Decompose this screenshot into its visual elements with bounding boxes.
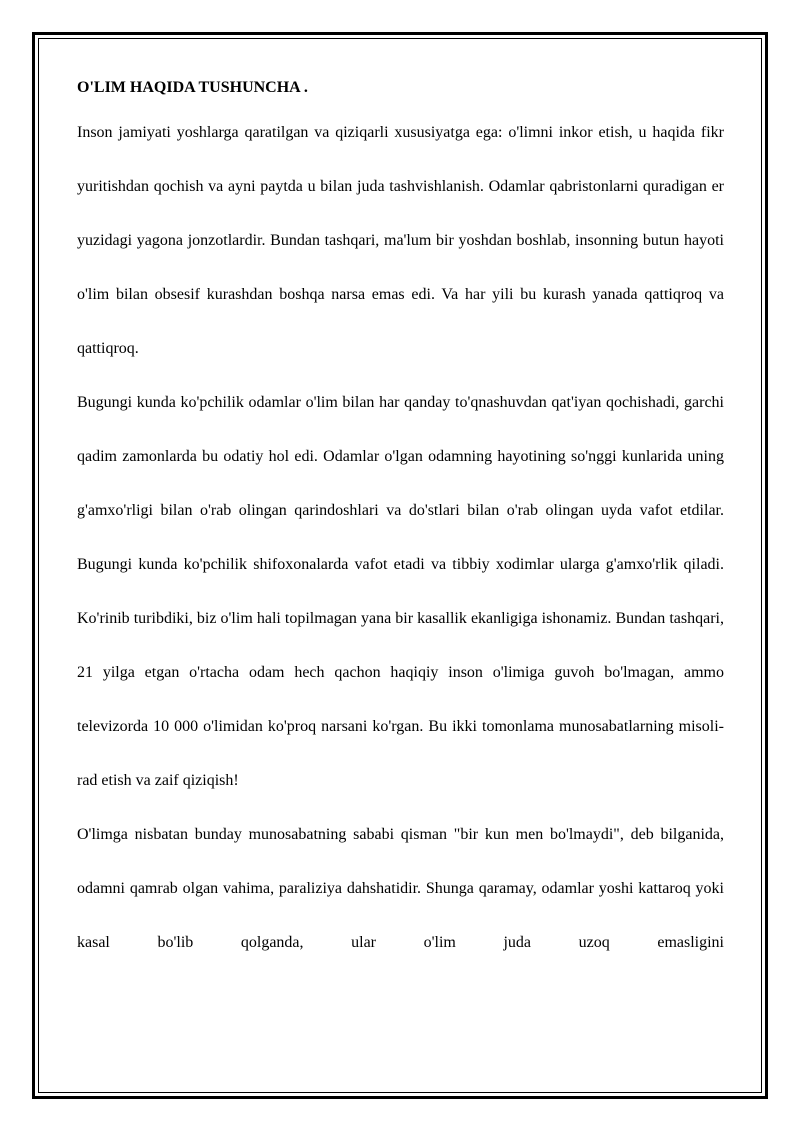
paragraph-3: O'limga nisbatan bunday munosabatning sababi qisman "bir kun men bo'lmaydi", deb bilganida, odamni qamrab olgan vahima, paraliziya dahshatidir. Shunga qaramay, odamlar yoshi kattaroq yoki kasal bo'lib qolganda, ular o'lim juda uzoq emasligini — [77, 826, 724, 951]
document-title: O'LIM HAQIDA TUSHUNCHA . — [77, 79, 308, 96]
document-body — [77, 70, 724, 970]
paragraph-2: Bugungi kunda ko'pchilik odamlar o'lim bilan har qanday to'qnashuvdan qat'iyan qochishadi, garchi qadim zamonlarda bu odatiy hol edi. Odamlar o'lgan odamning hayotining so'nggi kunlarida uning g'amxo'rligi bilan o'rab olingan qarindoshlari va do'stlari bilan o'rab olingan uyda vafot etdilar. Bugungi kunda ko'pchilik shifoxonalarda vafot etadi va tibbiy xodimlar ularga g'amxo'rlik qiladi. Ko'rinib turibdiki, biz o'lim hali topilmagan yana bir kasallik ekanligiga ishonamiz. Bundan tashqari, 21 yilga etgan o'rtacha odam hech qachon haqiqiy inson o'limiga guvoh bo'lmagan, ammo televizorda 10 000 o'limidan ko'proq narsani ko'rgan. Bu ikki tomonlama munosabatlarning misoli-rad etish va zaif qiziqish! — [77, 394, 724, 789]
paragraph-1: Inson jamiyati yoshlarga qaratilgan va qiziqarli xususiyatga ega: o'limni inkor etish, u haqida fikr yuritishdan qochish va ayni paytda u bilan juda tashvishlanish. Odamlar qabristonlarni quradigan er yuzidagi yagona jonzotlardir. Bundan tashqari, ma'lum bir yoshdan boshlab, insonning butun hayoti o'lim bilan obsesif kurashdan boshqa narsa emas edi. Va har yili bu kurash yanada qattiqroq va qattiqroq. — [77, 124, 724, 357]
